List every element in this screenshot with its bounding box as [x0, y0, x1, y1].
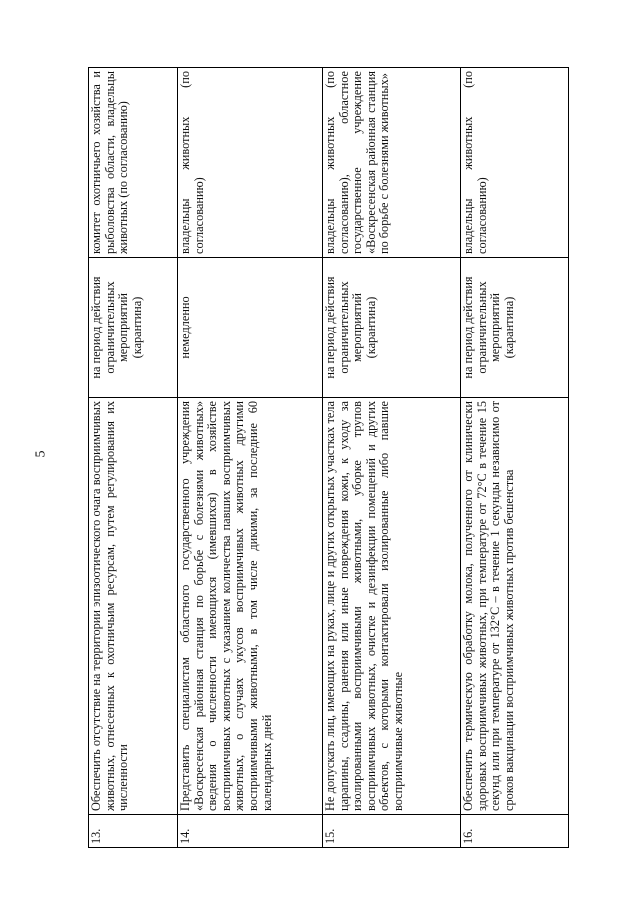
term-text: немедленно	[178, 258, 323, 398]
row-number: 16.	[461, 815, 569, 848]
table-row	[89, 68, 178, 848]
executor-text: владельцы животных (по согласованию), областное государственное учреждение «Воскресенская районная станция по борьбе с болезнями животных»	[323, 68, 461, 258]
measures-table-landscape	[88, 68, 568, 848]
table-row	[323, 68, 461, 848]
term-text: на период действия ограничительных мероприятий (карантина)	[323, 258, 461, 398]
measure-text: Обеспечить отсутствие на территории эпизоотического очага восприимчивых животных, отнесенных к охотничьим ресурсам, путем регулирования их численности	[89, 398, 178, 815]
row-number: 13.	[89, 815, 178, 848]
row-number: 15.	[323, 815, 461, 848]
measure-text: Обеспечить термическую обработку молока, полученного от клинически здоровых восприимчивых животных, при температуре от 72°С в течение 15 секунд или при температуре от 132°С – в течение 1 секунды независимо от сроков вакцинации восприимчивых животных против бешенства	[461, 398, 569, 815]
table-row	[461, 68, 569, 848]
row-number: 14.	[178, 815, 323, 848]
term-text: на период действия ограничительных мероприятий (карантина)	[461, 258, 569, 398]
measure-text: Не допускать лиц, имеющих на руках, лице и других открытых участках тела царапины, ссадины, ранения или иные повреждения кожи, к уходу за изолированными восприимчивыми животными, уборке трупов восприимчивых животных, очистке и дезинфекции помещений и других объектов, с которыми контактировали изолированные либо павшие восприимчивые животные	[323, 398, 461, 815]
measures-grid	[88, 67, 569, 848]
page-number: 5	[33, 450, 49, 458]
executor-text: владельцы животных (по согласованию)	[178, 68, 323, 258]
term-text: на период действия ограничительных мероприятий (карантина)	[89, 258, 178, 398]
table-row	[178, 68, 323, 848]
executor-text: комитет охотничьего хозяйства и рыболовства области, владельцы животных (по согласованию)	[89, 68, 178, 258]
measure-text: Представить специалистам областного государственного учреждения «Воскресенская районная станция по борьбе с болезнями животных» сведения о численности имеющихся (имевшихся) в хозяйстве восприимчивых животных с указанием количества павших восприимчивых животных, о случаях укусов восприимчивых животных другими восприимчивыми животными, в том числе дикими, за последние 60 календарных дней	[178, 398, 323, 815]
executor-text: владельцы животных (по согласованию)	[461, 68, 569, 258]
